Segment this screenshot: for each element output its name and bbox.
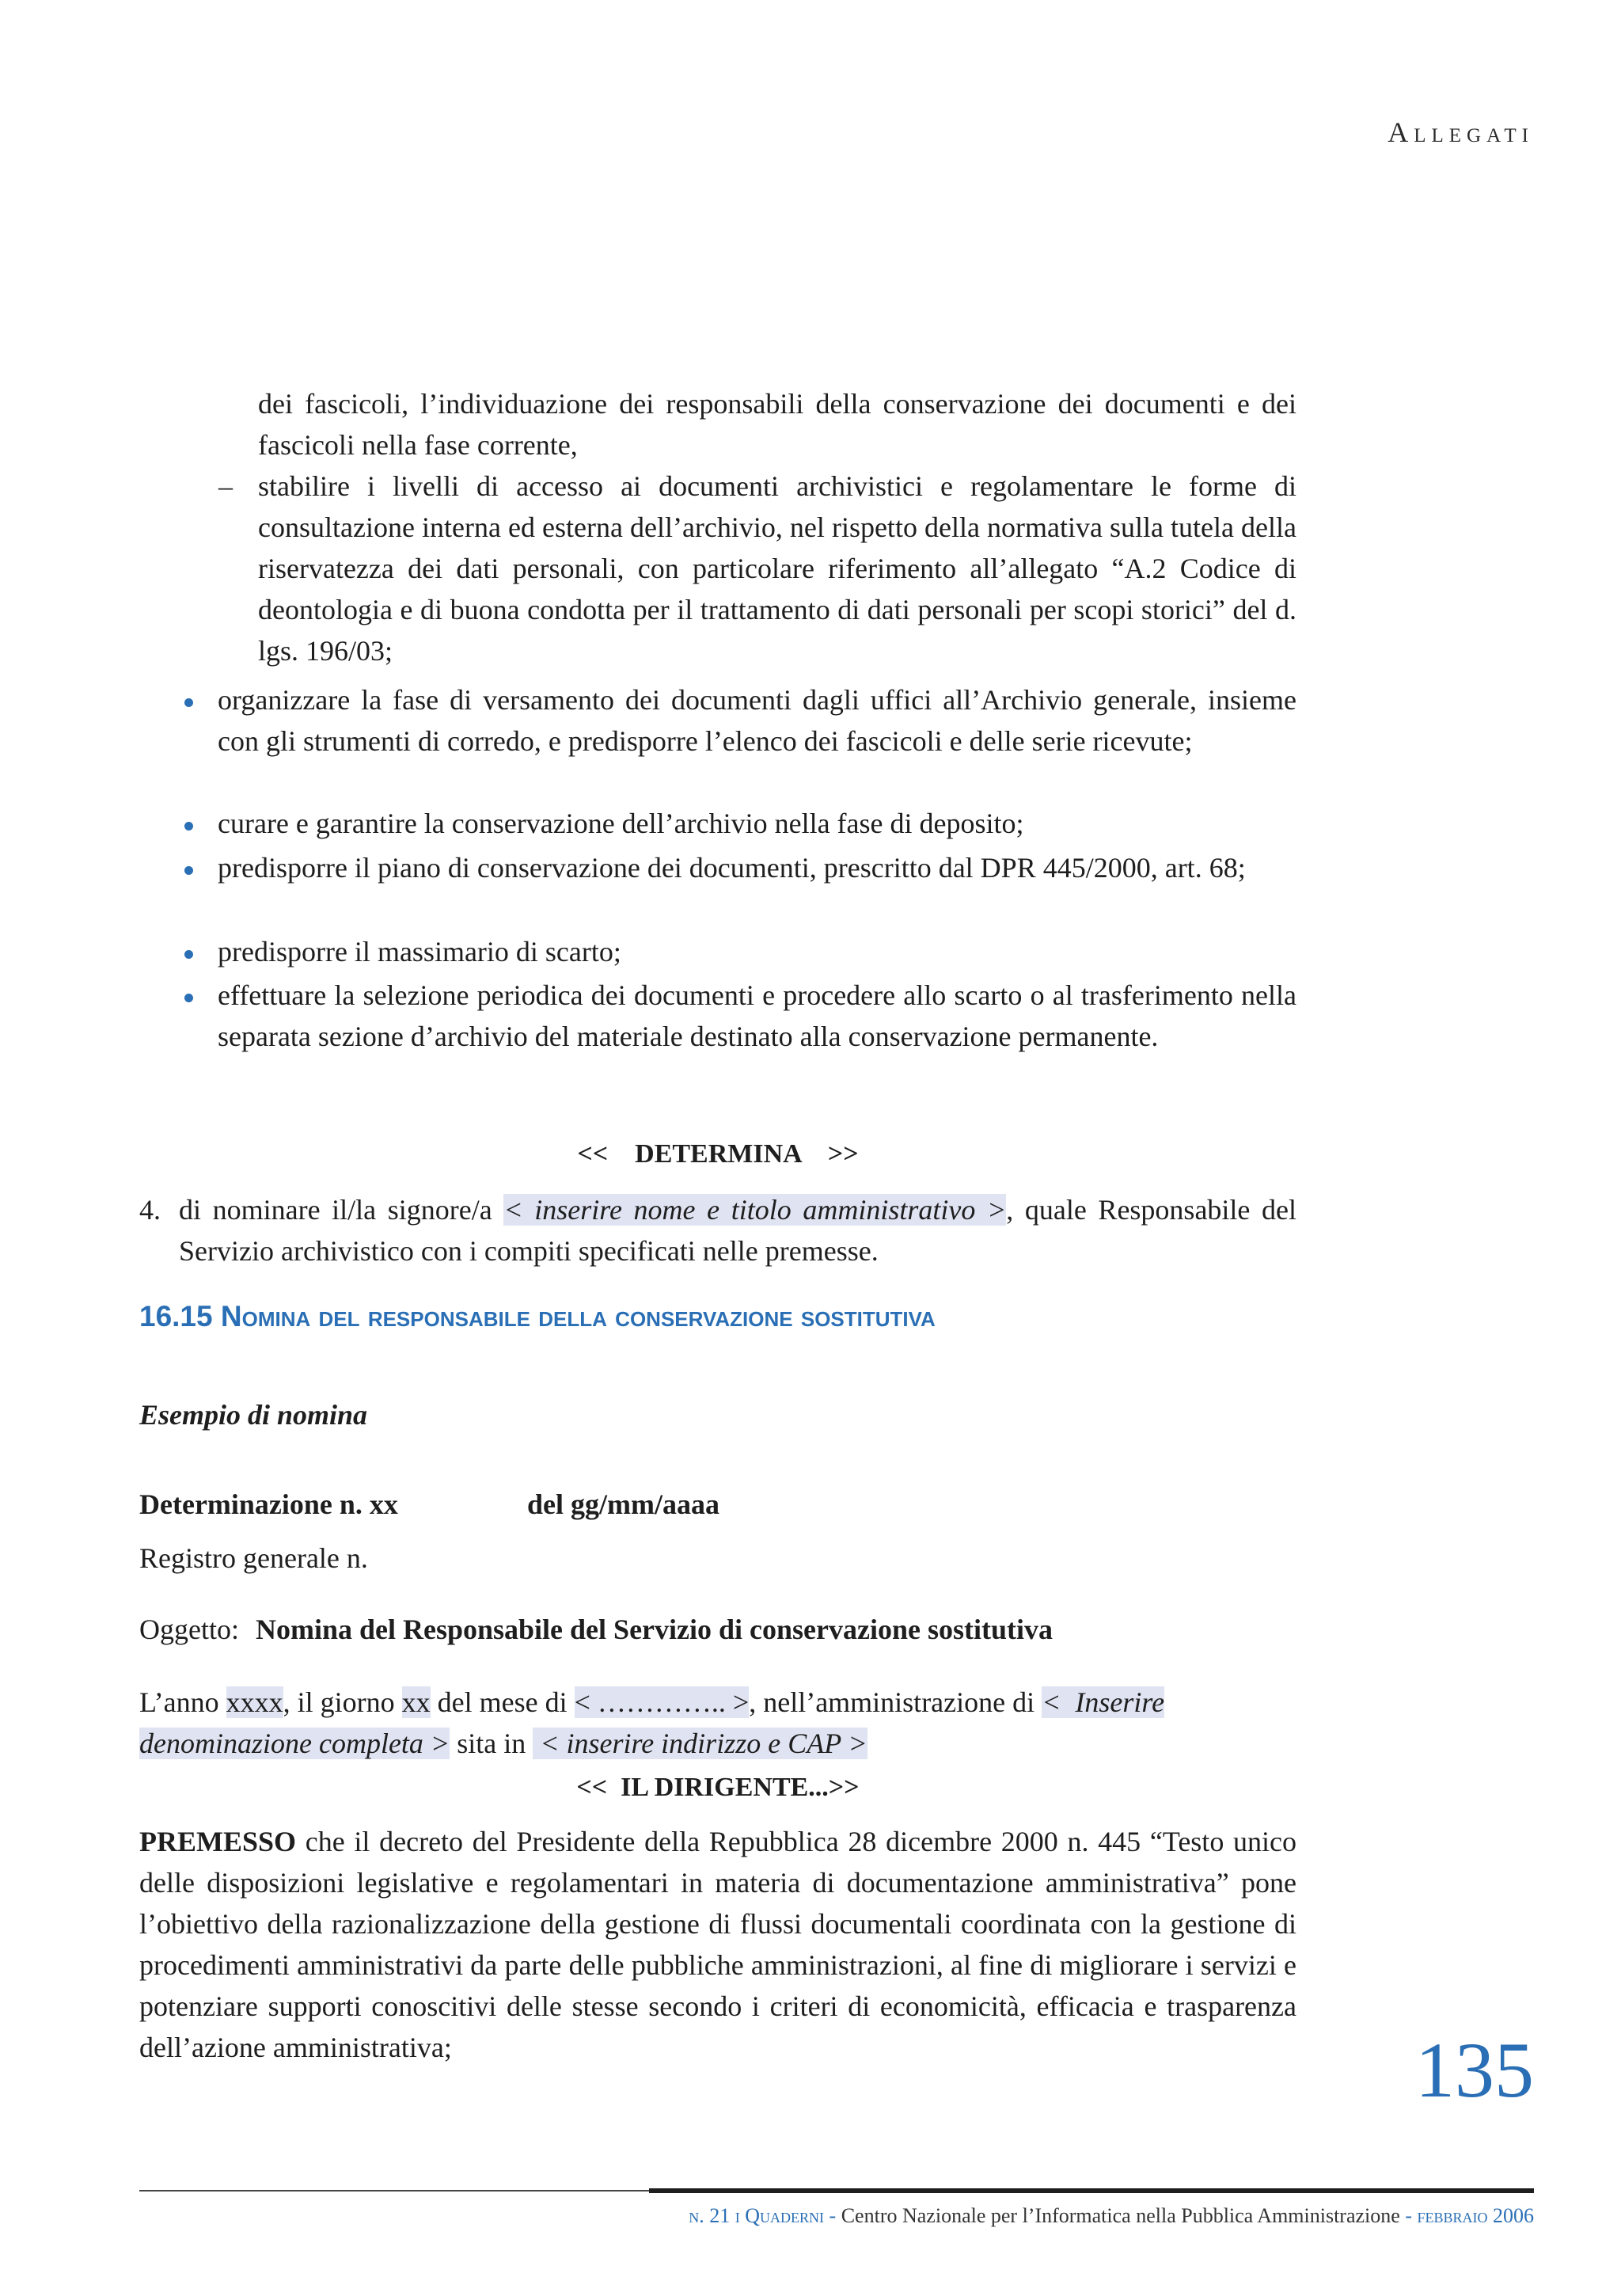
determinazione-label: Determinazione n. xx (139, 1488, 398, 1520)
footer-separator: - (1399, 2204, 1418, 2227)
year-placeholder[interactable]: xxxx (226, 1686, 283, 1718)
oggetto-value: Nomina del Responsabile del Servizio di conservazione sostitutiva (255, 1614, 1053, 1645)
registro-label: Registro generale n. (139, 1542, 368, 1574)
footer-date: febbraio 2006 (1417, 2204, 1534, 2227)
month-placeholder[interactable]: < ………….. > (574, 1686, 750, 1718)
day-placeholder[interactable]: xx (401, 1686, 431, 1718)
page-number: 135 (1415, 2026, 1534, 2114)
section-number: 16.15 (139, 1300, 213, 1332)
bullet-item: organizzare la fase di versamento dei documenti dagli uffici all’Archivio generale, insieme con gli strumenti di corredo, e predisporre l’elenco dei fascicoli e delle serie ricevute; (218, 684, 1296, 757)
determina-item-number: 4. (139, 1194, 161, 1226)
dash-marker: – (218, 470, 233, 502)
section-heading (139, 1300, 936, 1333)
bullet-item: curare e garantire la conservazione dell’archivio nella fase di deposito; (218, 808, 1024, 839)
anno-text: L’anno (139, 1686, 226, 1718)
anno-text: , nell’amministrazione di (749, 1686, 1042, 1718)
determina-item-text: di nominare il/la signore/a (179, 1194, 492, 1226)
determina-item-text-after: , quale Responsabile del Servizio archivistico con i compiti specificati nelle premesse. (179, 1194, 1296, 1267)
bullet-icon (184, 822, 193, 831)
anno-text: , il giorno (283, 1686, 402, 1718)
dirigente-heading: << IL DIRIGENTE...>> (576, 1773, 860, 1802)
footer-issue: n. 21 i Quaderni (689, 2204, 825, 2227)
determina-heading: << DETERMINA >> (577, 1139, 859, 1169)
premesso-paragraph (139, 1821, 1296, 2068)
address-placeholder[interactable]: < inserire indirizzo e CAP > (533, 1728, 867, 1759)
footer-separator: - (824, 2204, 841, 2227)
bullet-icon (184, 698, 193, 707)
premesso-text: che il decreto del Presidente della Repubblica 28 dicembre 2000 n. 445 “Testo unico delle disposizioni legislative e regolamentari in materia di documentazione amministrativa” pone l’obiettivo della razionalizzazione della gestione di flussi documentali coordinata con la gestione di procedimenti amministrativi da parte delle pubbliche amministrazioni, al fine di migliorare i servizi e potenziare supporti conoscitivi delle stesse secondo i criteri di economicità, efficacia e trasparenza dell’azione amministrativa; (139, 1826, 1296, 2063)
oggetto-row (139, 1609, 1053, 1650)
example-label: Esempio di nomina (139, 1399, 368, 1431)
determinazione-date: del gg/mm/aaaa (527, 1488, 719, 1520)
bullet-icon (184, 950, 193, 959)
footer-rule-accent (649, 2188, 1534, 2193)
bullet-icon (184, 866, 193, 875)
running-header: Allegati (1388, 116, 1534, 148)
anno-text: sita in (450, 1728, 533, 1759)
sublist-continuation: dei fascicoli, l’individuazione dei responsabili della conservazione dei documenti e dei fascicoli nella fase corrente, (258, 388, 1296, 461)
section-title: Nomina del responsabile della conservazione sostitutiva (220, 1300, 936, 1332)
denomination-placeholder-end[interactable]: denominazione completa > (139, 1728, 450, 1759)
premesso-label: PREMESSO (139, 1826, 297, 1857)
bullet-item: effettuare la selezione periodica dei documenti e procedere allo scarto o al trasferimento nella separata sezione d’archivio del materiale destinato alla conservazione permanente. (218, 979, 1296, 1052)
oggetto-label: Oggetto: (139, 1614, 239, 1645)
name-placeholder[interactable]: < inserire nome e titolo amministrativo > (503, 1194, 1007, 1226)
denomination-placeholder-start[interactable]: < Inserire (1042, 1686, 1165, 1718)
footer (689, 2204, 1534, 2228)
bullet-item: predisporre il piano di conservazione dei documenti, prescritto dal DPR 445/2000, art. 68; (218, 852, 1246, 884)
footer-publisher: Centro Nazionale per l’Informatica nella Pubblica Amministrazione (841, 2204, 1400, 2227)
dash-item: stabilire i livelli di accesso ai documenti archivistici e regolamentare le forme di consultazione interna ed esterna dell’archivio, nel rispetto della normativa sulla tutela della riservatezza dei dati personali, con particolare riferimento all’allegato “A.2 Codice di deontologia e di buona condotta per il trattamento di dati personali per scopi storici” del d. lgs. 196/03; (258, 470, 1296, 667)
bullet-icon (184, 994, 193, 1002)
anno-paragraph (139, 1682, 1296, 1764)
bullet-item: predisporre il massimario di scarto; (218, 936, 621, 967)
determina-item (179, 1189, 1296, 1272)
anno-text: del mese di (430, 1686, 575, 1718)
